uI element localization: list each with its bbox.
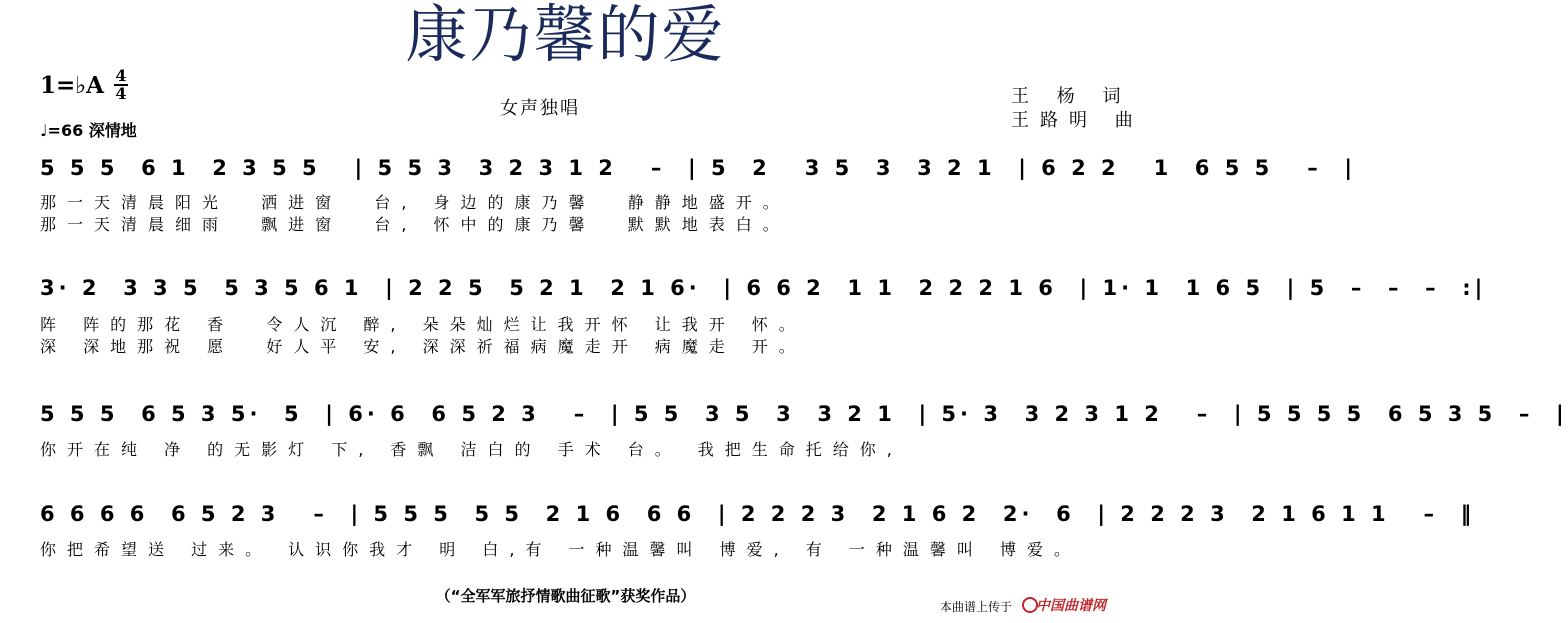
key-signature: 1=♭A bbox=[40, 72, 104, 99]
time-signature-bottom: 4 bbox=[115, 84, 127, 103]
jianpu-notes: 5 5 5 6 5 3 5· 5 | 6· 6 6 5 2 3 – | 5 5 3 5 3 3 2 1 | 5· 3 3 2 3 1 2 – | 5 5 5 5 6 5 3 5 – | bbox=[40, 402, 1568, 426]
source-label: 本曲谱上传于 bbox=[940, 600, 1013, 614]
award-note: （“全军军旅抒情歌曲征歌”获奖作品） bbox=[435, 587, 696, 605]
lyric-line-4: 你把希望送 过来。 认识你我才 明 白,有 一种温馨叫 博爱, 有 一种温馨叫 博爱。 bbox=[40, 540, 1081, 559]
tempo-marking: ♩=66 深情地 bbox=[40, 121, 137, 140]
subtitle: 女声独唱 bbox=[500, 98, 580, 119]
lyric-line-2-verse-1: 阵 阵的那花 香 令人沉 醉, 朵朵灿烂让我开怀 让我开 怀。 bbox=[40, 315, 806, 334]
composer-credit: 王路明 曲 bbox=[1011, 110, 1144, 131]
time-signature-top: 4 bbox=[115, 66, 127, 85]
jianpu-notes: 6 6 6 6 6 5 2 3 – | 5 5 5 5 5 2 1 6 6 6 | 2 2 2 3 2 1 6 2 2· 6 | 2 2 2 3 2 1 6 1 1 – ‖ bbox=[40, 502, 1476, 526]
lyric-line-1-verse-2: 那一天清晨细雨 飘进窗 台, 怀中的康乃馨 默默地表白。 bbox=[40, 215, 790, 234]
time-signature bbox=[113, 68, 129, 102]
lyric-line-2-verse-2: 深 深地那祝 愿 好人平 安, 深深祈福病魔走开 病魔走 开。 bbox=[40, 337, 806, 356]
site-logo[interactable]: 中国曲谱网 bbox=[1036, 598, 1106, 614]
lyricist-credit: 王 杨 词 bbox=[1011, 86, 1132, 107]
staff-line-3 bbox=[40, 402, 1568, 442]
staff-line-1 bbox=[40, 156, 1356, 196]
jianpu-notes: 5 5 5 6 1 2 3 5 5 | 5 5 3 3 2 3 1 2 – | 5 2 3 5 3 3 2 1 | 6 2 2 1 6 5 5 – | bbox=[40, 156, 1356, 180]
page-title: 康乃馨的爱 bbox=[405, 0, 726, 71]
staff-line-2 bbox=[40, 276, 1487, 316]
jianpu-notes: 3· 2 3 3 5 5 3 5 6 1 | 2 2 5 5 2 1 2 1 6· | 6 6 2 1 1 2 2 2 1 6 | 1· 1 1 6 5 | 5 – – – :| bbox=[40, 276, 1487, 300]
lyric-line-3: 你开在纯 净 的无影灯 下, 香飘 洁白的 手术 台。 我把生命托给你, bbox=[40, 440, 903, 459]
lyric-line-1-verse-1: 那一天清晨阳光 洒进窗 台, 身边的康乃馨 静静地盛开。 bbox=[40, 193, 790, 212]
staff-line-4 bbox=[40, 502, 1476, 542]
